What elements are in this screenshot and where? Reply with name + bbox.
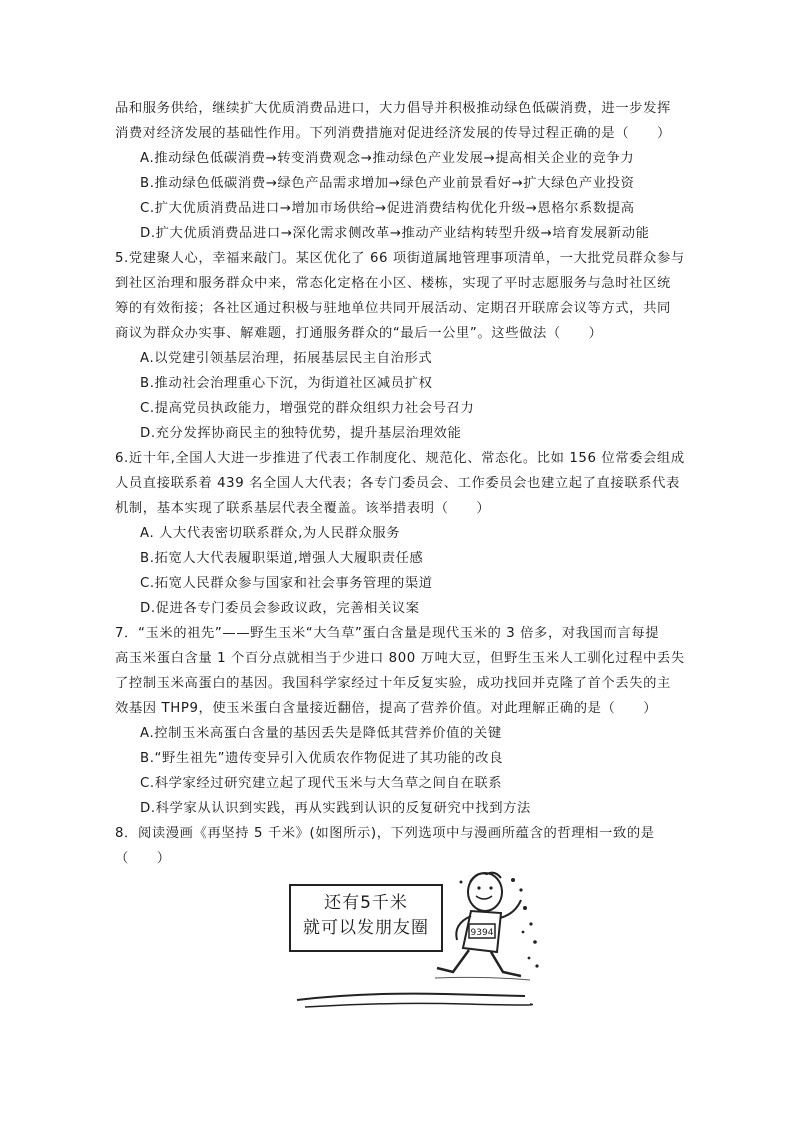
q7-stem-line-2: 高玉米蛋白含量 1 个百分点就相当于少进口 800 万吨大豆，但野生玉米人工驯化过程中丢失 xyxy=(115,651,685,666)
q5-stem-line-2: 到社区治理和服务群众中来，常态化定格在小区、楼栋，实现了平时志愿服务与急时社区统 xyxy=(115,276,671,291)
q5-option-a: A.以党建引领基层治理，拓展基层民主自治形式 xyxy=(140,351,433,366)
q7-stem-line-3: 了控制玉米高蛋白的基因。我国科学家经过十年反复实验，成功找回并克隆了首个丢失的主 xyxy=(115,676,671,691)
q7-option-c: C.科学家经过研究建立起了现代玉米与大刍草之间自在联系 xyxy=(140,776,503,791)
q7-stem-line-1: 7．“玉米的祖先”——野生玉米“大刍草”蛋白含量是现代玉米的 3 倍多，对我国而言每提 xyxy=(115,626,660,641)
q4-option-d: D.扩大优质消费品进口→深化需求侧改革→推动产业结构转型升级→培育发展新动能 xyxy=(140,226,650,241)
comic-illustration xyxy=(285,868,545,1013)
q7-option-d: D.科学家从认识到实践，再从实践到认识的反复研究中找到方法 xyxy=(140,801,531,816)
q5-option-d: D.充分发挥协商民主的独特优势，提升基层治理效能 xyxy=(140,426,462,441)
q6-option-d: D.促进各专门委员会参政议政，完善相关议案 xyxy=(140,601,420,616)
q5-option-c: C.提高党员执政能力，增强党的群众组织力社会号召力 xyxy=(140,401,475,416)
q6-stem-line-2: 人员直接联系着 439 名全国人大代表；各专门委员会、工作委员会也建立起了直接联系代表 xyxy=(115,476,680,491)
q4-stem-line-1: 品和服务供给，继续扩大优质消费品进口，大力倡导并积极推动绿色低碳消费，进一步发挥 xyxy=(115,101,671,116)
q4-option-c: C.扩大优质消费品进口→增加市场供给→促进消费结构优化升级→恩格尔系数提高 xyxy=(140,201,635,216)
runner-bib-number: 9394 xyxy=(470,928,494,938)
q6-stem-line-3: 机制，基本实现了联系基层代表全覆盖。该举措表明（ ） xyxy=(115,501,491,516)
q6-option-c: C.拓宽人民群众参与国家和社会事务管理的渠道 xyxy=(140,576,433,591)
q5-option-b: B.推动社会治理重心下沉，为街道社区减员扩权 xyxy=(140,376,433,391)
q5-stem-line-3: 筹的有效衔接；各社区通过积极与驻地单位共同开展活动、定期召开联席会议等方式，共同 xyxy=(115,301,671,316)
q8-stem-line-1: 8．阅读漫画《再坚持 5 千米》(如图所示)，下列选项中与漫画所蕴含的哲理相一致的是 xyxy=(115,826,655,841)
q4-stem-line-2: 消费对经济发展的基础性作用。下列消费措施对促进经济发展的传导过程正确的是（ ） xyxy=(115,126,671,141)
q4-option-b: B.推动绿色低碳消费→绿色产品需求增加→绿色产业前景看好→扩大绿色产业投资 xyxy=(140,176,635,191)
q7-option-b: B.“野生祖先”遗传变异引入优质农作物促进了其功能的改良 xyxy=(140,751,504,766)
q7-stem-line-4: 效基因 THP9，使玉米蛋白含量接近翻倍，提高了营养价值。对此理解正确的是（ ） xyxy=(115,701,658,716)
runner-drawing xyxy=(285,868,545,1013)
q8-stem-line-2: （ ） xyxy=(115,851,171,866)
q6-option-b: B.拓宽人大代表履职渠道,增强人大履职责任感 xyxy=(140,551,424,566)
comic-speech-line-1: 还有5千米 xyxy=(324,893,408,913)
q5-stem-line-1: 5.党建聚人心，幸福来敲门。某区优化了 66 项街道属地管理事项清单，一大批党员群众参与 xyxy=(115,251,685,266)
q4-option-a: A.推动绿色低碳消费→转变消费观念→推动绿色产业发展→提高相关企业的竞争力 xyxy=(140,151,635,166)
q5-stem-line-4: 商议为群众办实事、解难题，打通服务群众的“最后一公里”。这些做法（ ） xyxy=(115,326,603,341)
comic-speech-line-2: 就可以发朋友圈 xyxy=(303,918,429,938)
q7-option-a: A.控制玉米高蛋白含量的基因丢失是降低其营养价值的关键 xyxy=(140,726,502,741)
q6-option-a: A. 人大代表密切联系群众,为人民群众服务 xyxy=(140,526,401,541)
q6-stem-line-1: 6.近十年,全国人大进一步推进了代表工作制度化、规范化、常态化。比如 156 位常委会组成 xyxy=(115,451,685,466)
